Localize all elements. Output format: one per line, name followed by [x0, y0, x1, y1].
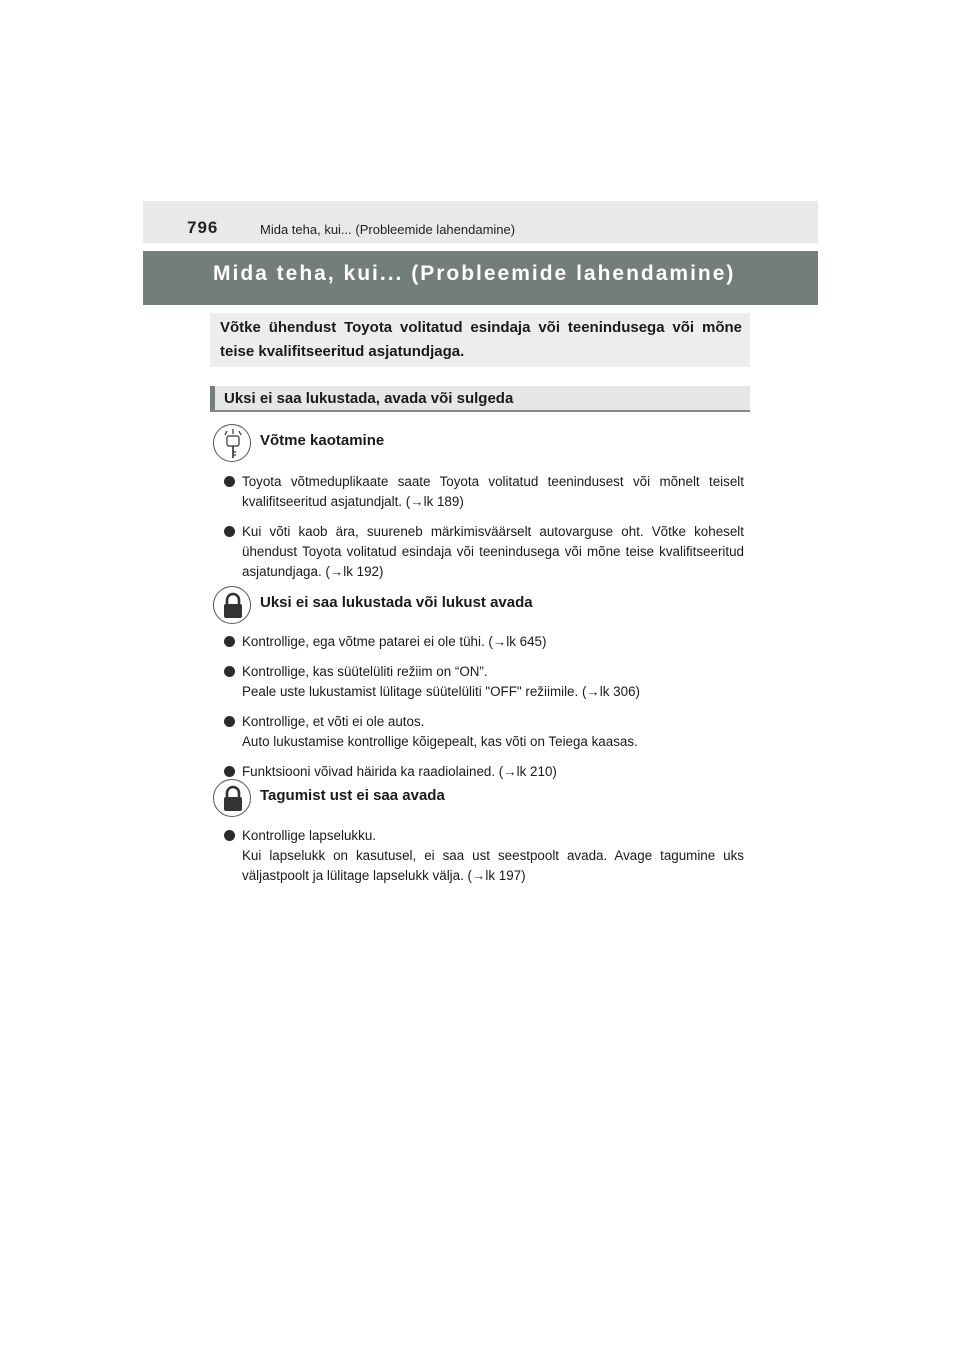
subsection-lock-unlock [213, 586, 753, 626]
subsection-lost-key [213, 424, 753, 464]
bullet-icon [224, 526, 235, 537]
list-rear-door [224, 826, 744, 896]
list-item: Kontrollige, kas süütelüliti režiim on “ON”. Peale uste lukustamist lülitage süütelüliti "OFF" režiimile. (→lk 306) [224, 662, 744, 702]
bullet-icon [224, 830, 235, 841]
bullet-icon [224, 636, 235, 647]
key-icon [213, 424, 251, 462]
section-heading-label: Uksi ei saa lukustada, avada või sulgeda [224, 390, 514, 407]
list-lock-unlock [224, 632, 744, 792]
list-item: Kontrollige, ega võtme patarei ei ole tühi. (→lk 645) [224, 632, 744, 652]
bullet-icon [224, 716, 235, 727]
bullet-icon [224, 666, 235, 677]
list-item: Kontrollige, et võti ei ole autos. Auto lukustamise kontrollige kõigepealt, kas võti on Teiega kaasas. [224, 712, 744, 752]
running-title: Mida teha, kui... (Probleemide lahendamine) [260, 222, 516, 237]
section-heading [210, 386, 750, 412]
page-number: 796 [187, 218, 219, 237]
chapter-title: Mida teha, kui... (Probleemide lahendamine) [213, 262, 736, 285]
bullet-icon [224, 766, 235, 777]
subsection-title: Tagumist ust ei saa avada [260, 787, 445, 804]
padlock-icon [213, 586, 251, 624]
list-lost-key [224, 472, 744, 592]
bullet-icon [224, 476, 235, 487]
intro-text: Võtke ühendust Toyota volitatud esindaja või teenindusega või mõne teise kvalifitseeritud asjatundjaga. [220, 319, 742, 360]
list-item: Funktsiooni võivad häirida ka raadiolained. (→lk 210) [224, 762, 744, 782]
section-heading-accent [210, 386, 215, 410]
subsection-rear-door [213, 779, 753, 819]
list-item: Kontrollige lapselukku. Kui lapselukk on kasutusel, ei saa ust seestpoolt avada. Avage tagumine uks väljastpoolt ja lülitage lapselukk välja. (→lk 197) [224, 826, 744, 886]
subsection-title: Võtme kaotamine [260, 432, 385, 449]
subsection-title: Uksi ei saa lukustada või lukust avada [260, 594, 533, 611]
padlock-icon [213, 779, 251, 817]
list-item: Toyota võtmeduplikaate saate Toyota volitatud teenindusest või mõnelt teiselt kvalifitseeritud asjatundjalt. (→lk 189) [224, 472, 744, 512]
list-item: Kui võti kaob ära, suureneb märkimisväärselt autovarguse oht. Võtke koheselt ühendust Toyota volitatud esindaja või teenindusega või mõne teise kvalifitseeritud asjatundjaga. (→lk 192) [224, 522, 744, 582]
